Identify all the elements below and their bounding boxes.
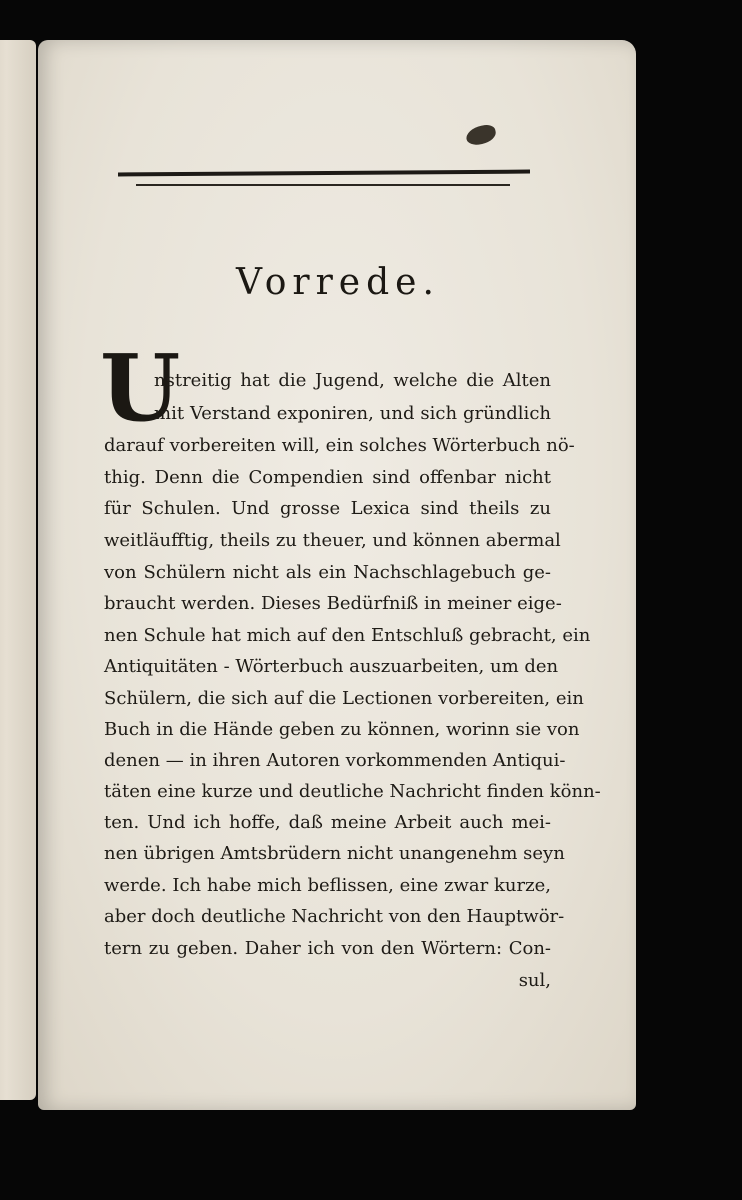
text-line: Schülern, die sich auf die Lectionen vorbereiten, ein	[104, 688, 584, 709]
drop-cap: U	[100, 334, 181, 442]
text-line: Buch in die Hände geben zu können, worinn sie von	[104, 719, 580, 740]
text-line: braucht werden. Dieses Bedürfniß in meiner eige-	[104, 593, 562, 614]
text-line: Antiquitäten - Wörterbuch auszuarbeiten, um den	[104, 656, 559, 677]
left-page-edge	[0, 40, 36, 1100]
text-line: thig. Denn die Compendien sind offenbar nicht	[104, 467, 551, 488]
text-line: ten. Und ich hoffe, daß meine Arbeit auch mei-	[104, 812, 551, 833]
text-line: nstreitig hat die Jugend, welche die Alten	[154, 370, 551, 391]
text-line: aber doch deutliche Nachricht von den Hauptwör-	[104, 906, 565, 927]
text-line: werde. Ich habe mich beflissen, eine zwar kurze,	[104, 875, 551, 896]
text-line: darauf vorbereiten will, ein solches Wörterbuch nö-	[104, 435, 575, 456]
text-line: von Schülern nicht als ein Nachschlagebuch ge-	[104, 562, 551, 583]
text-line: denen — in ihren Autoren vorkommenden Antiqui-	[104, 750, 566, 771]
page-title: Vorrede.	[236, 262, 440, 303]
text-line: für Schulen. Und grosse Lexica sind theils zu	[104, 498, 551, 519]
text-line: tern zu geben. Daher ich von den Wörtern: Con-	[104, 938, 551, 959]
header-rule-thin	[136, 184, 510, 186]
text-line: nen übrigen Amtsbrüdern nicht unangenehm seyn	[104, 843, 565, 864]
catchword: sul,	[518, 970, 551, 991]
text-line: täten eine kurze und deutliche Nachricht finden könn-	[104, 781, 601, 802]
text-line: mit Verstand exponiren, und sich gründlich	[154, 403, 551, 424]
text-line: weitläufftig, theils zu theuer, und können abermal	[104, 530, 561, 551]
text-line: nen Schule hat mich auf den Entschluß gebracht, ein	[104, 625, 591, 646]
